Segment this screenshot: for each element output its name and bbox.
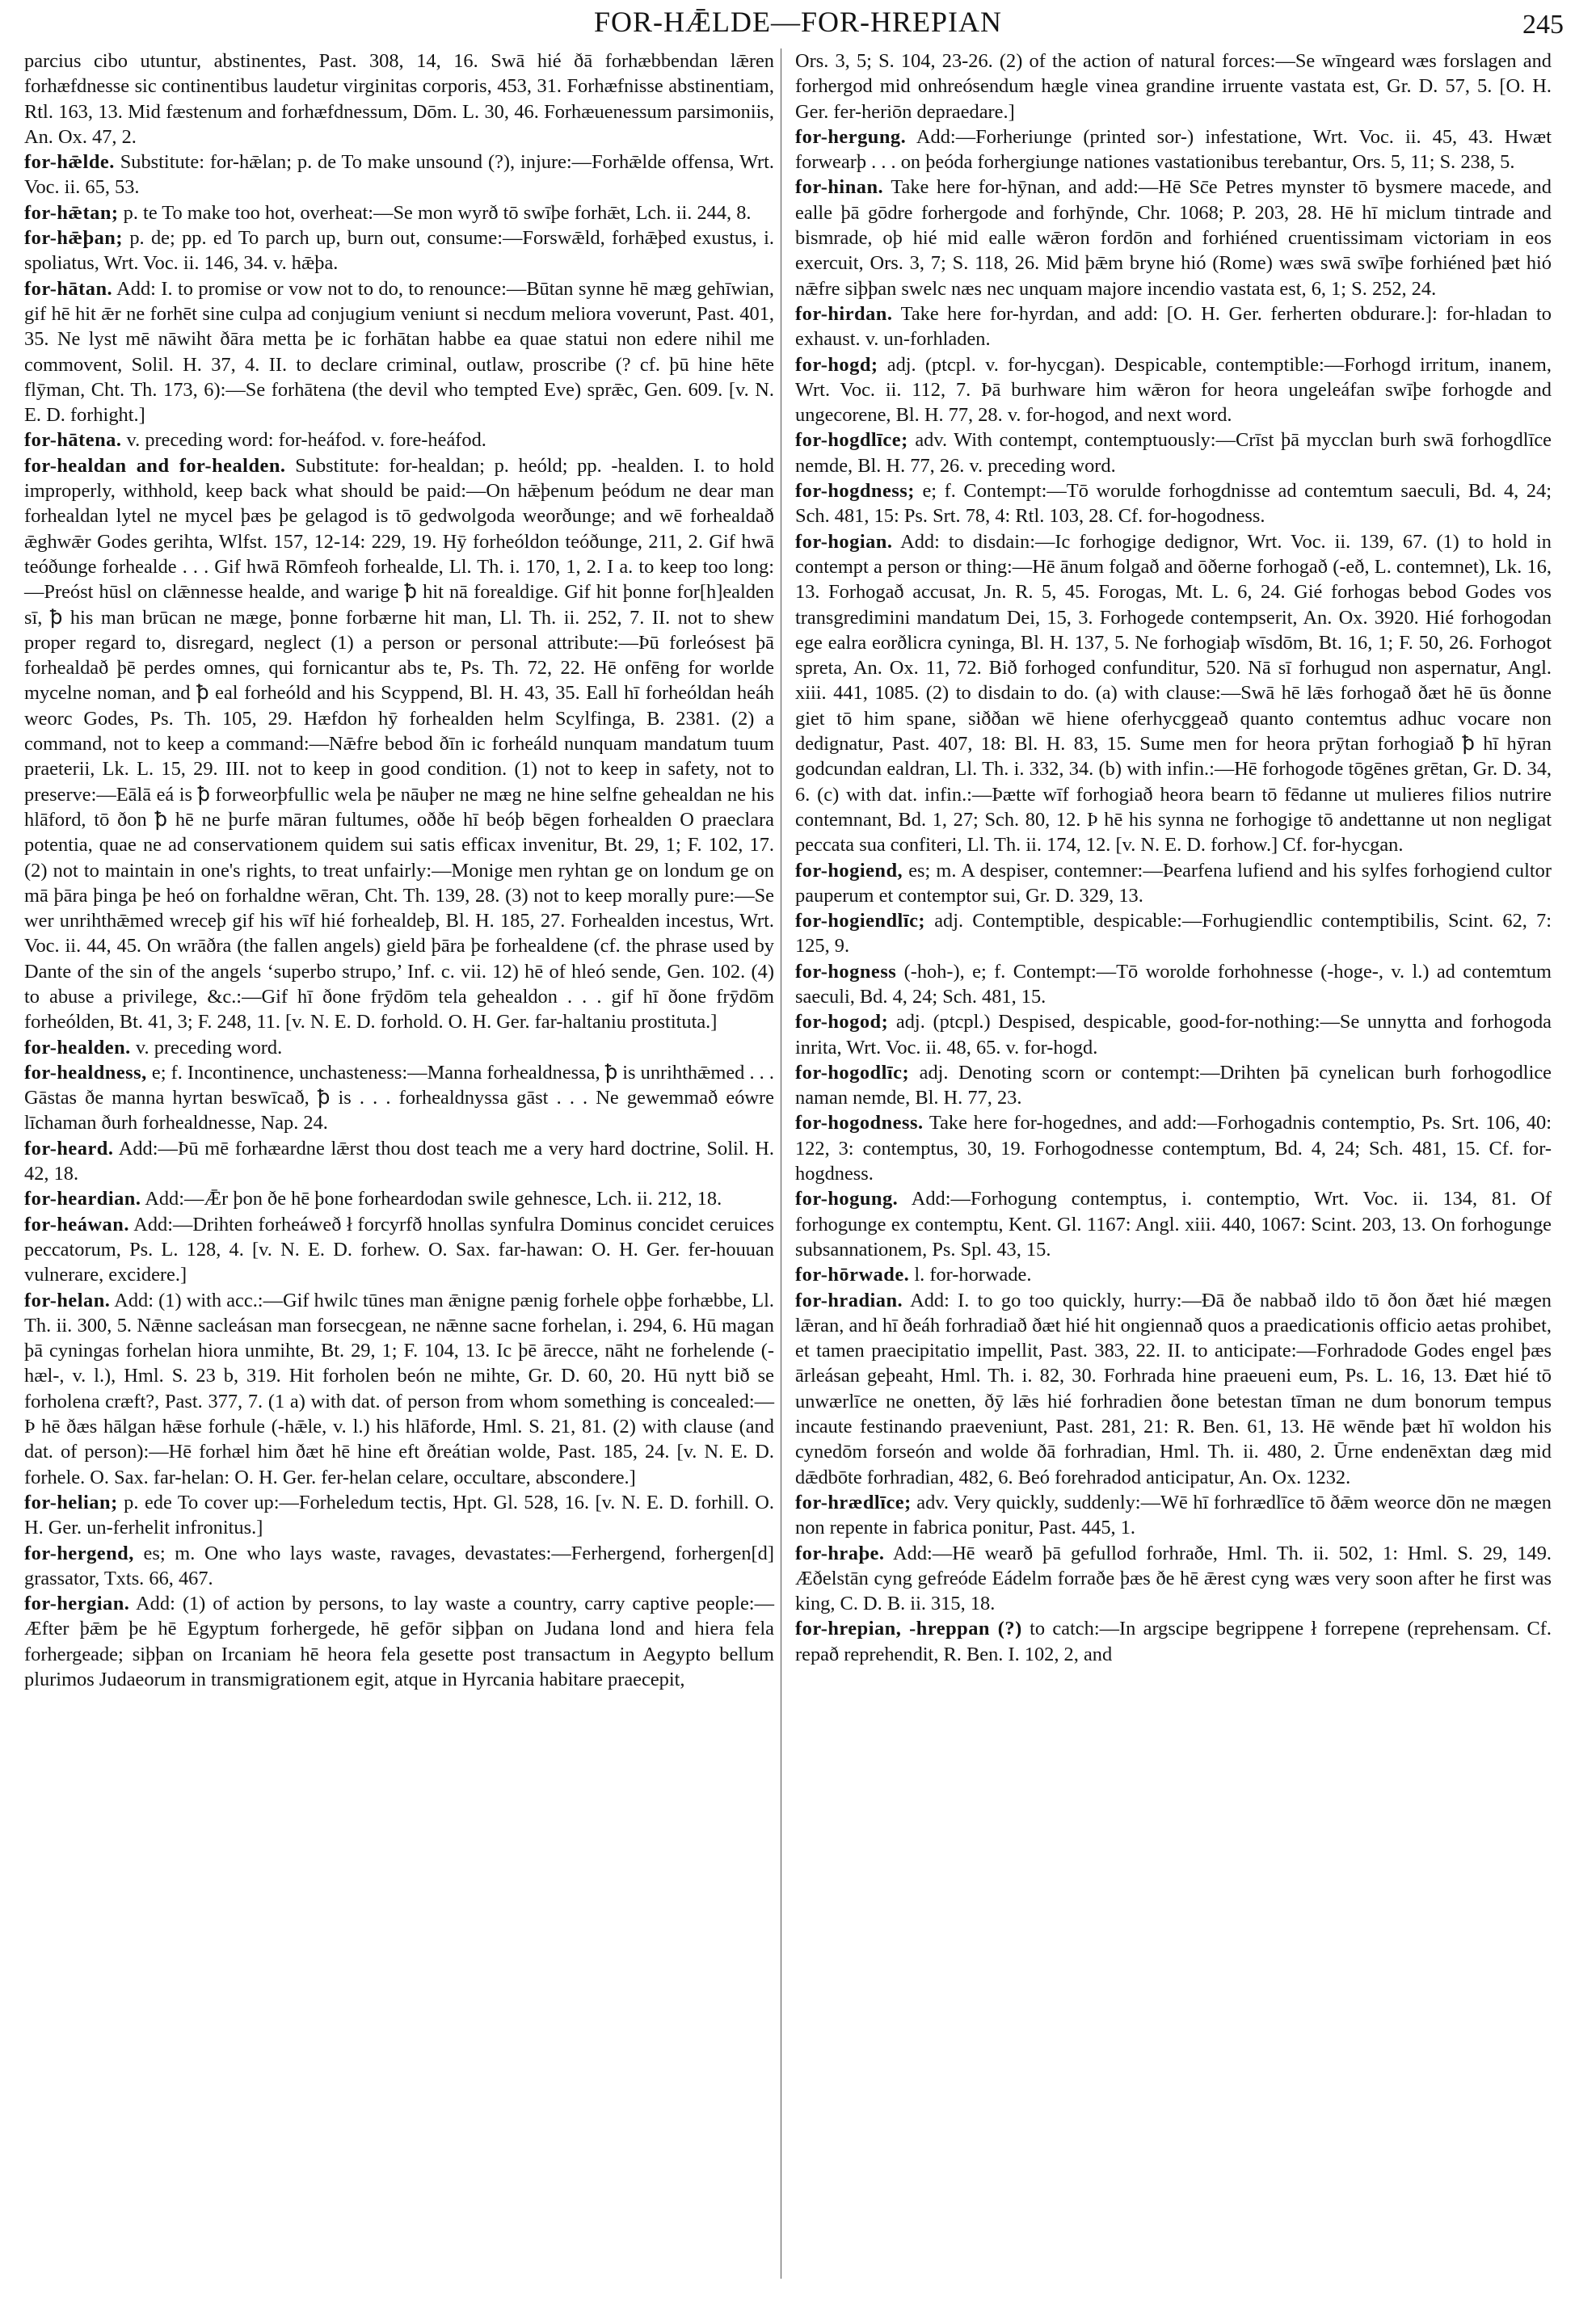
dictionary-entry <box>795 427 1552 478</box>
headword: for-healdan and for-healden. <box>24 454 286 477</box>
headword: for-hogung. <box>795 1188 899 1210</box>
headword: for-hogodlīc; <box>795 1061 910 1084</box>
headword: for-hǣþan; <box>24 227 123 250</box>
headword: for-healden. <box>24 1036 131 1059</box>
dictionary-entry <box>795 352 1552 428</box>
headword: for-hogd; <box>795 353 878 376</box>
headword: for-heardian. <box>24 1188 141 1210</box>
entry-body: Add: (1) with acc.:—Gif hwilc tūnes man ǣnigne pænig forhele oþþe forhæbbe, Ll. Th. ii. 300, 5. Nǣnne sacleásan man forsecgean, ne nǣnne sacne forhelan, i. 294, 6. Hū magan þā cyningas forhelan hiora unmihte, Bt. 29, 1; F. 104, 13. Ic þē ārecce, nāht ne forhelende (-hæl-, v. l.), Hml. S. 23 b, 319. Hit forholen beón ne mihte, Gr. D. 60, 20. Hū nytt bið se forholena cræft?, Past. 377, 7. (1 a) with dat. of person from whom something is concealed:—Þ hē ðæs hālgan hǣse forhule (-hǣle, v. l.) his hlāforde, Hml. S. 21, 81. (2) with clause (and dat. of person):—Hē forhæl him ðæt hē hine eft ðreátian wolde, Past. 185, 24. [v. N. E. D. forhele. O. Sax. far-helan: O. H. Ger. fer-helan celare, occultare, abscondere.] <box>24 1289 774 1488</box>
entry-body: Add: I. to go too quickly, hurry:—Ðā ðe nabbað ildo tō ðon ðæt hié mægen lǣran, and hī ðeáh forhradiað ðæt hié hit ongiennað quos a praedicationis officio aetas prohibet, et tamen praecipitatio impellit, Past. 383, 22. II. to anticipate:—Forhradode Godes engel þæs ārleásan geþeaht, Hml. Th. i. 82, 30. Forhrada hine praeueni eum, Ps. L. 16, 13. Ðæt hié tō unwærlīce ne onetten, ðȳ lǣs hié forhradien ðone betestan tīman ne dum bonorum tempus incaute festinando praeveniunt, Past. 281, 21: R. Ben. 61, 13. Hē wēnde þæt hī woldon his cynedōm forseón and wolde ðā forhradian, Hml. Th. ii. 480, 2. Ūrne endenēxtan dæg mid dǣdbōte forhradian, 482, 6. Beó forehradod anticipatur, An. Ox. 1232. <box>795 1289 1552 1488</box>
entry-body: v. preceding word. <box>135 1036 283 1059</box>
headword: for-hǣlde. <box>24 151 115 174</box>
entry-body: adj. (ptcpl. v. for-hycgan). Despicable, contemptible:—Forhogd irritum, inanem, Wrt. Voc. ii. 112, 7. Þā burhware him wǣron for heora ungeleáfan swīþe forhogde and ungecorene, Bl. H. 77, 28. v. for-hogod, and next word. <box>795 353 1552 427</box>
headword: for-helan. <box>24 1289 111 1311</box>
entry-body: to catch:—In argscipe begrippene ł forrepene (reprehensam. Cf. repað reprehendit, R. Ben. I. 102, 2, and <box>795 1618 1552 1665</box>
headword: for-heard. <box>24 1137 114 1160</box>
entry-continuation <box>795 48 1552 124</box>
headword: for-hogdlīce; <box>795 429 908 452</box>
headword: for-hraþe. <box>795 1542 885 1564</box>
headword: for-hogod; <box>795 1011 889 1033</box>
dictionary-entry <box>24 427 774 453</box>
dictionary-entry <box>24 276 774 428</box>
entry-body: Substitute: for-hǣlan; p. de To make unsound (?), injure:—Forhǣlde offensa, Wrt. Voc. ii. 65, 53. <box>24 151 774 199</box>
dictionary-entry <box>24 1490 774 1541</box>
right-column <box>795 48 1552 1667</box>
dictionary-entry <box>24 1212 774 1288</box>
running-title: FOR-HǢLDE—FOR-HREPIAN <box>593 6 1003 38</box>
entry-body: Add: to disdain:—Ic forhogige dedignor, Wrt. Voc. ii. 139, 67. (1) to hold in contempt a person or thing:—Hē ānum folgað and ōðerne forhogað (-eð, L. contemnet), Lk. 16, 13. Forhogað accusat, Jn. R. 5, 45. Forogas, Mt. L. 6, 24. Gié forhogas bebod Godes vos transgredimini mandatum Dei, 15, 3. Forhogede contempserit, An. Ox. 3920. Hié forhogodan ege ealra eorðlicra cyninga, Bl. H. 137, 5. Ne forhogiaþ wīsdōm, Bt. 16, 1; F. 50, 26. Forhogot spreta, An. Ox. 11, 72. Bið forhoged confunditur, 520. Nā sī forhugud non aspernatur, Angl. xiii. 441, 1085. (2) to disdain to do. (a) with clause:—Swā hē lǣs forhogað ðæt hē ūs ðonne giet tō him spane, siððan wē hiene oferhycggeað quanto contemtus adhuc vocare non dedignatur, Past. 407, 18: Bl. H. 83, 15. Sume men for heora prȳtan forhogiað ꝥ hī hȳran godcundan ealdran, Ll. Th. i. 332, 34. (b) with infin.:—Hē forhogode tōgēnes grētan, Gr. D. 34, 6. (c) with dat. infin.:—Þætte wīf forhogiað heora bearn tō fēdanne ut mulieres filios nutrire contemnant, Bd. 1, 27; Sch. 80, 12. Þ hē his synna ne forhogige tō andettanne ut non negligat peccata sua confiteri, Ll. Th. ii. 174, 12. [v. N. E. D. forhow.] Cf. for-hycgan. <box>795 530 1552 857</box>
entry-body: Add: I. to promise or vow not to do, to renounce:—Būtan synne hē mæg gehīwian, gif hē hit ǣr ne forhēt sine culpa ad conjugium veniunt si necdum meliora voverunt, Past. 401, 35. Ne lyst mē nāwiht ðāra metta þe ic forhātan habbe ea quae statui non edere nihil me commovent, Solil. H. 37, 4. II. to declare criminal, outlaw, proscribe (? cf. þū hine hēte flȳman, Cht. Th. 173, 6):—Se forhātena (the devil who tempted Eve) sprǣc, Gen. 609. [v. N. E. D. forhight.] <box>24 277 774 427</box>
dictionary-entry <box>24 200 774 225</box>
dictionary-entry <box>24 453 774 1035</box>
entry-body: Add:—Hē wearð þā gefullod forhraðe, Hml. Th. ii. 502, 1: Hml. S. 29, 149. Æðelstān cyng gefreóde Eádelm forraðe þæs ðe hē ǣrest cyng wæs very soon after he first was king, C. D. B. ii. 315, 18. <box>795 1542 1552 1615</box>
headword: for-hātan. <box>24 277 113 300</box>
dictionary-entry <box>795 478 1552 529</box>
dictionary-entry <box>795 529 1552 858</box>
dictionary-entry <box>795 301 1552 352</box>
page-header <box>0 5 1596 45</box>
entry-body: Add:—Forhogung contemptus, i. contemptio, Wrt. Voc. ii. 134, 81. Of forhogunge ex contemptu, Kent. Gl. 1167: Angl. xiii. 440, 1067: Scint. 203, 13. On forhogunge subsannationem, Ps. Spl. 43, 15. <box>795 1188 1552 1261</box>
headword: for-hergung. <box>795 125 907 148</box>
headword: for-hogness <box>795 960 897 983</box>
dictionary-entry <box>795 959 1552 1010</box>
dictionary-entry <box>795 1490 1552 1541</box>
entry-body: e; f. Incontinence, unchasteness:—Manna forhealdnessa, ꝥ is unrihthǣmed . . . Gāstas ðe manna hyrtan beswīcað, ꝥ is . . . forhealdnyssa gāst . . . Ne gewemmað eówre līchaman ðurh forhealdnesse, Nap. 24. <box>24 1061 774 1134</box>
dictionary-entry <box>795 175 1552 301</box>
entry-body: es; m. One who lays waste, ravages, devastates:—Ferhergend, forhergen[d] grassator, Txts. 66, 467. <box>24 1542 774 1589</box>
headword: for-hātena. <box>24 429 122 452</box>
dictionary-entry <box>795 1060 1552 1111</box>
entry-body: adv. With contempt, contemptuously:—Crīst þā mycclan burh swā forhogdlīce nemde, Bl. H. 77, 26. v. preceding word. <box>795 429 1552 477</box>
dictionary-entry <box>795 1541 1552 1617</box>
left-column <box>24 48 774 1692</box>
dictionary-entry <box>795 908 1552 959</box>
headword: for-hogiendlīc; <box>795 910 926 932</box>
dictionary-entry <box>795 1009 1552 1060</box>
dictionary-entry <box>795 858 1552 909</box>
entry-body: e; f. Contempt:—Tō worulde forhogdnisse ad contemtum saeculi, Bd. 4, 24; Sch. 481, 15: Ps. Srt. 78, 4: Rtl. 103, 28. Cf. for-hogodness. <box>795 480 1552 528</box>
entry-body: p. te To make too hot, overheat:—Se mon wyrð tō swīþe forhǣt, Lch. ii. 244, 8. <box>123 201 752 224</box>
entry-body: Substitute: for-healdan; p. heóld; pp. -healden. I. to hold improperly, withhold, keep back what should be paid:—On hǣþenum þeódum ne dear man forhealdan lytel ne mycel þæs þe gelagod is tō gedwolgoda weorðunge; and wē forhealdað ǣghwǣr Godes gerihta, Wlfst. 157, 12-14: 229, 19. Hȳ forheóldon teóðunge, 211, 2. Gif hwā teóðunge forhealde . . . Gif hwā Rōmfeoh forhealde, Ll. Th. i. 170, 1, 2. I a. to keep too long:—Preóst hūsl on clǣnnesse healde, and warige ꝥ hit nā forealdige. Gif hit þonne for[h]ealden sī, ꝥ his man brūcan ne mæge, þonne forbærne hit man, Ll. Th. ii. 252, 7. II. not to shew proper regard to, disregard, neglect (1) a person or personal attribute:—Þū forleósest þā forhealdað þē perdes omnes, qui fornicantur abs te, Ps. Th. 72, 22. Hē onfēng for worlde mycelne noman, and ꝥ eal forheóld and his Scyppend, Bl. H. 43, 35. Eall hī forheóldan heáh weorc Godes, Ps. Th. 105, 29. Hæfdon hȳ forhealden helm Scylfinga, B. 2381. (2) a command, not to keep a command:—Nǣfre bebod ðīn ic forheáld nunquam mandatum tuum praeterii, Lk. L. 15, 29. III. not to keep in good condition. (1) not to keep in safety, not to preserve:—Eālā eá is ꝥ forweorþfullic wela þe nāuþer ne mæg ne hine selfne gehealdan ne his hlāford, tō ðon ꝥ hē ne þurfe māran fultumes, oððe hī beóþ bēgen forhealden O praeclara potentia, quae ne ad conservationem quidem sui satis efficax invenitur, Bt. 29, 1; F. 102, 17. (2) not to maintain in one's rights, to treat unfairly:—Monige men ryhtan ge on londum ge on mā þāra þinga þe heó on forhaldne wēran, Cht. Th. 139, 28. (3) not to keep morally pure:—Se wer unrihthǣmed wreceþ gif his wīf hié forhealdeþ, Bl. H. 185, 27. Forhealden incestus, Wrt. Voc. ii. 44, 45. On wrāðra (the fallen angels) gield þāra þe forhealdene (cf. the phrase used by Dante of the sin of the angels ‘superbo strupo,’ Inf. c. vii. 12) hē of hleó sende, Gen. 102. (4) to abuse a privilege, &c.:—Gif hī ðone frȳdōm tela gehealdon . . . gif hī ðone frȳdōm forheólden, Bt. 41, 3; F. 248, 11. [v. N. E. D. forhold. O. H. Ger. far-haltaniu prostituta.] <box>24 454 774 1033</box>
entry-body: Take here for-hogednes, and add:—Forhogadnis contemptio, Ps. Srt. 106, 40: 122, 3: contemptus, 30, 19. Forhogodnesse contemptum, Bd. 4, 24; Sch. 481, 15. Cf. for-hogdness. <box>795 1112 1552 1185</box>
headword: for-hōrwade. <box>795 1264 910 1286</box>
dictionary-entry <box>795 1110 1552 1186</box>
headword: for-healdness, <box>24 1061 147 1084</box>
entry-body: Add: (1) of action by persons, to lay waste a country, carry captive people:—Æfter þǣm þe hē Egyptum forhergede, hē gefōr siþþan on Judana lond and hiera fela forhergeade; siþþan on Ircaniam hē heora fela gesette post transactum in Aegypto bellum plurimos Judaeorum in transmigrationem egit, atque in Hyrcania habitare praecepit, <box>24 1593 774 1690</box>
entry-body: (-hoh-), e; f. Contempt:—Tō worolde forhohnesse (-hoge-, v. l.) ad contemtum saeculi, Bd. 4, 24; Sch. 481, 15. <box>795 960 1552 1008</box>
headword: for-hrædlīce; <box>795 1491 912 1513</box>
entry-body: Add:—Forheriunge (printed sor-) infestatione, Wrt. Voc. ii. 45, 43. Hwæt forwearþ . . . on þeóda forhergiunge nationes vastationibus terebantur, Ors. 5, 11; S. 238, 5. <box>795 125 1552 174</box>
entry-body: adj. Denoting scorn or contempt:—Drihten þā cynelican burh forhogodlice naman nemde, Bl. H. 77, 23. <box>795 1061 1552 1109</box>
entry-body: adv. Very quickly, suddenly:—Wē hī forhrædlīce tō ðǣm weorce dōn ne mægen non repente in fabrica ponitur, Past. 445, 1. <box>795 1491 1552 1539</box>
entry-body: p. de; pp. ed To parch up, burn out, consume:—Forswǣld, forhǣþed exustus, i. spoliatus, Wrt. Voc. ii. 146, 34. v. hǣþa. <box>24 227 774 275</box>
entry-body: adj. (ptcpl.) Despised, despicable, good-for-nothing:—Se unnytta and forhogoda inrita, Wrt. Voc. ii. 48, 65. v. for-hogd. <box>795 1011 1552 1059</box>
page-number: 245 <box>1522 10 1564 40</box>
dictionary-entry <box>24 1035 774 1060</box>
headword: for-helian; <box>24 1491 118 1513</box>
entry-body: Add:—Ǣr þon ðe hē þone forheardodan swile gehnesce, Lch. ii. 212, 18. <box>145 1188 722 1210</box>
headword: for-hogian. <box>795 530 893 553</box>
headword: for-hogodness. <box>795 1112 924 1134</box>
headword: for-hǣtan; <box>24 201 119 224</box>
dictionary-entry <box>24 1136 774 1187</box>
entry-continuation <box>24 48 774 149</box>
dictionary-entry <box>795 1616 1552 1667</box>
entry-body: adj. Contemptible, despicable:—Forhugiendlic contemptibilis, Scint. 62, 7: 125, 9. <box>795 910 1552 958</box>
entry-body: parcius cibo utuntur, abstinentes, Past. 308, 14, 16. Swā hié ðā forhæbbendan lǣren forhæfdnesse sic continentibus laudetur virginitas corporis, 453, 31. Forhæfnisse abstinentiam, Rtl. 163, 13. Mid fæstenum and forhæfdnessum, Dōm. L. 30, 46. Forhæuenessum parsimoniis, An. Ox. 47, 2. <box>24 50 774 148</box>
dictionary-entry <box>795 1186 1552 1262</box>
dictionary-entry <box>24 1186 774 1211</box>
headword: for-hradian. <box>795 1289 903 1311</box>
entry-body: v. preceding word: for-heáfod. v. fore-heáfod. <box>126 429 486 452</box>
entry-body: Take here for-hȳnan, and add:—Hē Sc̄e Petres mynster tō bysmere macede, and ealle þā gōdre forhergode and forhȳnde, Chr. 1068; P. 203, 28. Hē hī miclum tintrade and bismrade, oþ hié mid ealle wǣron fordōn and forhiéned cruentissimam victoriam in eos exercuit, Ors. 3, 7; S. 118, 26. Mid þǣm bryne hió (Rome) wæs swā swīþe forhiéned þæt hió nǣfre siþþan swelc næs nec unquam majore incendio vastata est, 6, 1; S. 252, 24. <box>795 176 1552 300</box>
dictionary-entry <box>795 124 1552 175</box>
headword: for-hergend, <box>24 1542 134 1564</box>
headword: for-hergian. <box>24 1593 130 1615</box>
dictionary-entry <box>24 1288 774 1490</box>
entry-body: l. for-horwade. <box>914 1264 1032 1286</box>
dictionary-entry <box>24 1541 774 1592</box>
headword: for-hirdan. <box>795 302 893 325</box>
dictionary-entry <box>795 1288 1552 1490</box>
headword: for-heáwan. <box>24 1213 129 1235</box>
dictionary-entry <box>795 1262 1552 1287</box>
headword: for-hogdness; <box>795 480 915 503</box>
dictionary-entry <box>24 149 774 200</box>
dictionary-entry <box>24 1060 774 1136</box>
headword: for-hogiend, <box>795 859 903 882</box>
entry-body: p. ede To cover up:—Forheledum tectis, Hpt. Gl. 528, 16. [v. N. E. D. forhill. O. H. Ger. un-ferhelit infronitus.] <box>24 1491 774 1539</box>
entry-body: es; m. A despiser, contemner:—Þearfena lufiend and his sylfes forhogiend cultor pauperum et contemptor sui, Gr. D. 329, 13. <box>795 859 1552 907</box>
entry-body: Ors. 3, 5; S. 104, 23-26. (2) of the action of natural forces:—Se wīngeard wæs forslagen and forhergod mid onhreósendum hægle vinea grandine irruente vastata est, Gr. D. 57, 5. [O. H. Ger. fer-heriōn depraedare.] <box>795 50 1552 123</box>
headword: for-hinan. <box>795 176 884 199</box>
entry-body: Add:—Drihten forheáweð ł forcyrfð hnollas synfulra Dominus concidet ceruices peccatorum, Ps. L. 128, 4. [v. N. E. D. forhew. O. Sax. far-hawan: O. H. Ger. fer-houuan vulnerare, excidere.] <box>24 1213 774 1286</box>
dictionary-entry <box>24 1591 774 1692</box>
entry-body: Take here for-hyrdan, and add: [O. H. Ger. ferherten obdurare.]: for-hladan to exhaust. v. un-forhladen. <box>795 302 1552 351</box>
entry-body: Add:—Þū mē forhæardne lǣrst thou dost teach me a very hard doctrine, Solil. H. 42, 18. <box>24 1137 774 1185</box>
dictionary-entry <box>24 225 774 276</box>
headword: for-hrepian, -hreppan (?) <box>795 1618 1022 1640</box>
